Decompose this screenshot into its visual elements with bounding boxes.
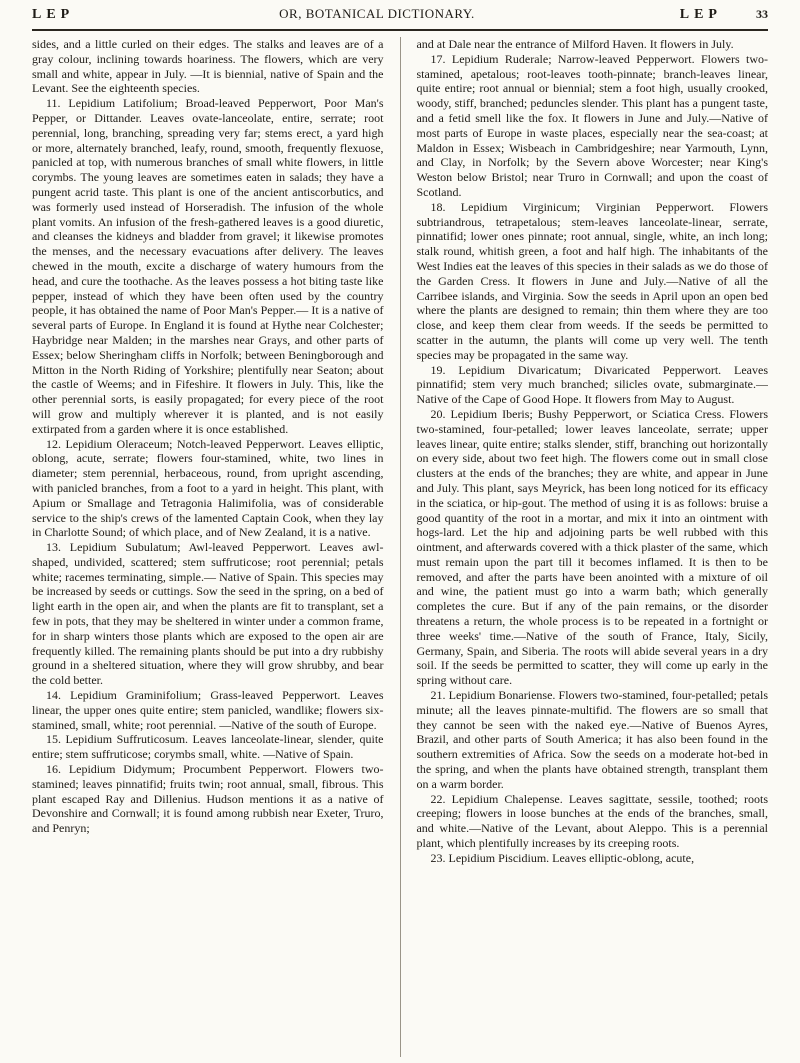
right-paragraph-0: and at Dale near the entrance of Milford Haven. It flowers in July.: [416, 37, 734, 51]
entry-21: 21. Lepidium Bonariense. Flowers two-stamined, four-petalled; petals minute; all the leaves pinnate-multifid. The flowers are so small that they cannot be seen with the naked eye.—Native of Buenos Ayres, Brazil, and other parts of South America; it has also been found in the southern extremities of Africa. Sow the seeds on a moderate hot-bed in the spring, and when the plants have obtained strength, transplant them on a warm border.: [416, 688, 768, 791]
right-column: [416, 37, 768, 1057]
entry-17: 17. Lepidium Ruderale; Narrow-leaved Pepperwort. Flowers two-stamined, apetalous; root-leaves tooth-pinnate; branch-leaves linear, quite entire; root annual or biennial; stem a foot high, usually crooked, woody, stiff, branched; peduncles slender. This plant has a pungent taste, and a fetid smell like the fox. It flowers in June and July.—Native of most parts of Europe in waste places, especially near the sea-coast; at Maldon in Essex; Wisbeach in Cambridgeshire; near Yarmouth, Lynn, and Clay, in Norfolk; by the Severn above Worcester; near King's Weston below Bristol; near Truro in Cornwall; and upon the coast of Scotland.: [416, 51, 768, 199]
header-right-word: LEP: [679, 7, 722, 22]
entry-14: 14. Lepidium Graminifolium; Grass-leaved Pepperwort. Leaves linear, the upper ones quite entire; stem panicled, wandlike; flowers six-stamined, small, white; root perennial. —Native of the south of Europe.: [32, 688, 384, 732]
column-divider: [400, 37, 401, 1057]
header-rule: [32, 29, 768, 31]
page-number: 33: [755, 7, 768, 21]
entry-19: 19. Lepidium Divaricatum; Divaricated Pepperwort. Leaves pinnatifid; stem very much branched; silicles ovate, submarginate.—Native of the Cape of Good Hope. It flowers from May to August.: [416, 362, 768, 407]
entry-18: 18. Lepidium Virginicum; Virginian Pepperwort. Flowers subtriandrous, tetrapetalous; stem-leaves lanceolate-linear, serrate, pinnatifid; lower ones pinnate; root annual, single, white, an inch long; stalk round, whitish green, a foot and half high. The inhabitants of the West Indies eat the leaves of this species in their salads as we do those of the Garden Cress. It flowers in June and July.—Native of all the Carribee islands, and Virginia. Sow the seeds in April upon an open bed where the plants are designed to remain; thin them where they are too close, and keep them clear from weeds. If the seeds be permitted to scatter in the autumn, the plants will come up very well. The tenth species may be propagated in the same way.: [416, 199, 768, 362]
entry-11: 11. Lepidium Latifolium; Broad-leaved Pepperwort, Poor Man's Pepper, or Dittander. Leaves ovate-lanceolate, entire, serrate; root perennial, long, branching, spreading very far; stems erect, a yard high or more, alternately branched, leafy, round, smooth, frequently flexuose, panicled at top, with numerous branches of small white flowers, in little corymbs. The young leaves are sometimes eaten in salads; they have a pungent acrid taste. This plant is one of the ancient antiscorbutics, and was formerly used instead of Horseradish. The infusion of the whole plant vomits. An infusion of the fresh-gathered leaves is a good diuretic, and cleanses the kidneys and bladder from gravel; it likewise promotes the menses, and the necessary evacuations after delivery. The leaves chewed in the mouth, excite a discharge of watery humours from the head, and cure the toothache. As the leaves possess a hot biting taste like pepper, instead of which they have been often used by the country people, it has obtained the name of Poor Man's Pepper.— It is a native of several parts of Europe. In England it is found at Hythe near Colchester; Haybridge near Malden; in the marshes near Grays, and other parts of Essex; below Sheringham cliffs in Norfolk; between Beningborough and Mitton in the North Riding of Yorkshire; plentifully near Seaton; about the castle of Weems; and in Fifeshire. It flowers in July. This, like the other perennial sorts, is easily propagated; for every piece of the root will grow and multiply wherever it is planted, and is not easily extirpated from a garden where it is once established.: [32, 96, 384, 436]
header-right-group: [680, 7, 768, 23]
header-title: OR, BOTANICAL DICTIONARY.: [279, 6, 475, 21]
entry-13: 13. Lepidium Subulatum; Awl-leaved Pepperwort. Leaves awl-shaped, undivided, scattered; stem suffruticose; root perennial; petals white; racemes terminating, simple.— Native of Spain. This species may be increased by seeds or cuttings. Sow the seed in the spring, on a bed of light earth in the open air, and when the plants are fit to transplant, set a few in pots, that they may be sheltered in winter under a common frame, for in sharp winters those plants which are exposed to the open air are frequently killed. The remaining plants should be put into a dry rubbishy ground in a sheltered situation, where they will grow shrubby, and bear the cold better.: [32, 540, 384, 688]
entry-20: 20. Lepidium Iberis; Bushy Pepperwort, or Sciatica Cress. Flowers two-stamined, four-petalled; lower leaves lanceolate, serrate; upper leaves linear, quite entire; stalks slender, stiff, branching out horizontally on every side, about two feet high. The flowers come out in small close clusters at the ends of the branches; they are white, and appear in June and July. This plant, says Meyrick, has been long noticed for its efficacy in the sciatica, or hip-gout. The method of using it is as follows: bruise a good quantity of the root in a mortar, and mix it into an ointment with hogs-lard. Let the hip and adjoining parts be well rubbed with this ointment, and afterwards covered with a thick plaster of the same, which must remain upon the part till it becomes inflamed. It is then to be removed, and after the parts have been anointed with a mixture of oil and wine, the patient must go into a warm bath; which generally completes the cure. But if any of the pain remains, or the disorder threatens a return, the whole process is to be repeated in a fortnight or three weeks' time.—Native of the south of France, Italy, Sicily, Germany, Spain, and Siberia. The roots will abide several years in a dry soil. If the seeds be permitted to scatter, they will come up early in the spring without care.: [416, 406, 768, 688]
text-columns: [32, 37, 768, 1057]
entry-12: 12. Lepidium Oleraceum; Notch-leaved Pepperwort. Leaves elliptic, oblong, acute, serrate; flowers four-stamined, white, two lines in diameter; stem perennial, herbaceous, round, from upright ascending, with panicled branches, from a foot to a yard in height. This plant, with Apium or Smallage and Tetragonia Halimifolia, was of considerable service to the ship's crews of the lamented Captain Cook, when they lay in Charlotte Sound; of which place, and of New Zealand, it is a native.: [32, 436, 384, 540]
entry-16: 16. Lepidium Didymum; Procumbent Pepperwort. Flowers two-stamined; leaves pinnatifid; fruits twin; root annual, small, fibrous. This plant escaped Ray and Dillenius. Hudson mentions it as a native of Devonshire and Cornwall; it is found among rubbish near Exeter, Truro, and Penryn;: [32, 762, 384, 836]
entry-23: 23. Lepidium Piscidium. Leaves elliptic-oblong, acute,: [430, 850, 695, 865]
entry-15: 15. Lepidium Suffruticosum. Leaves lanceolate-linear, slender, quite entire; stem suffruticose; corymbs small, white. —Native of Spain.: [32, 732, 384, 762]
left-column: [32, 37, 384, 1057]
entry-22: 22. Lepidium Chalepense. Leaves sagittate, sessile, toothed; roots creeping; flowers in loose bunches at the ends of the branches, small, and white.—Native of the Levant, about Aleppo. This is a perennial plant, which plentifully increases by its creeping roots.: [416, 791, 768, 851]
running-header: [32, 6, 768, 28]
header-left-word: LEP: [32, 7, 75, 22]
left-paragraph-0: sides, and a little curled on their edges. The stalks and leaves are of a gray colour, inclining towards hoariness. The flowers, which are very small and white, appear in July. —It is biennial, native of Spain and the Levant. See the eighteenth species.: [32, 37, 384, 96]
